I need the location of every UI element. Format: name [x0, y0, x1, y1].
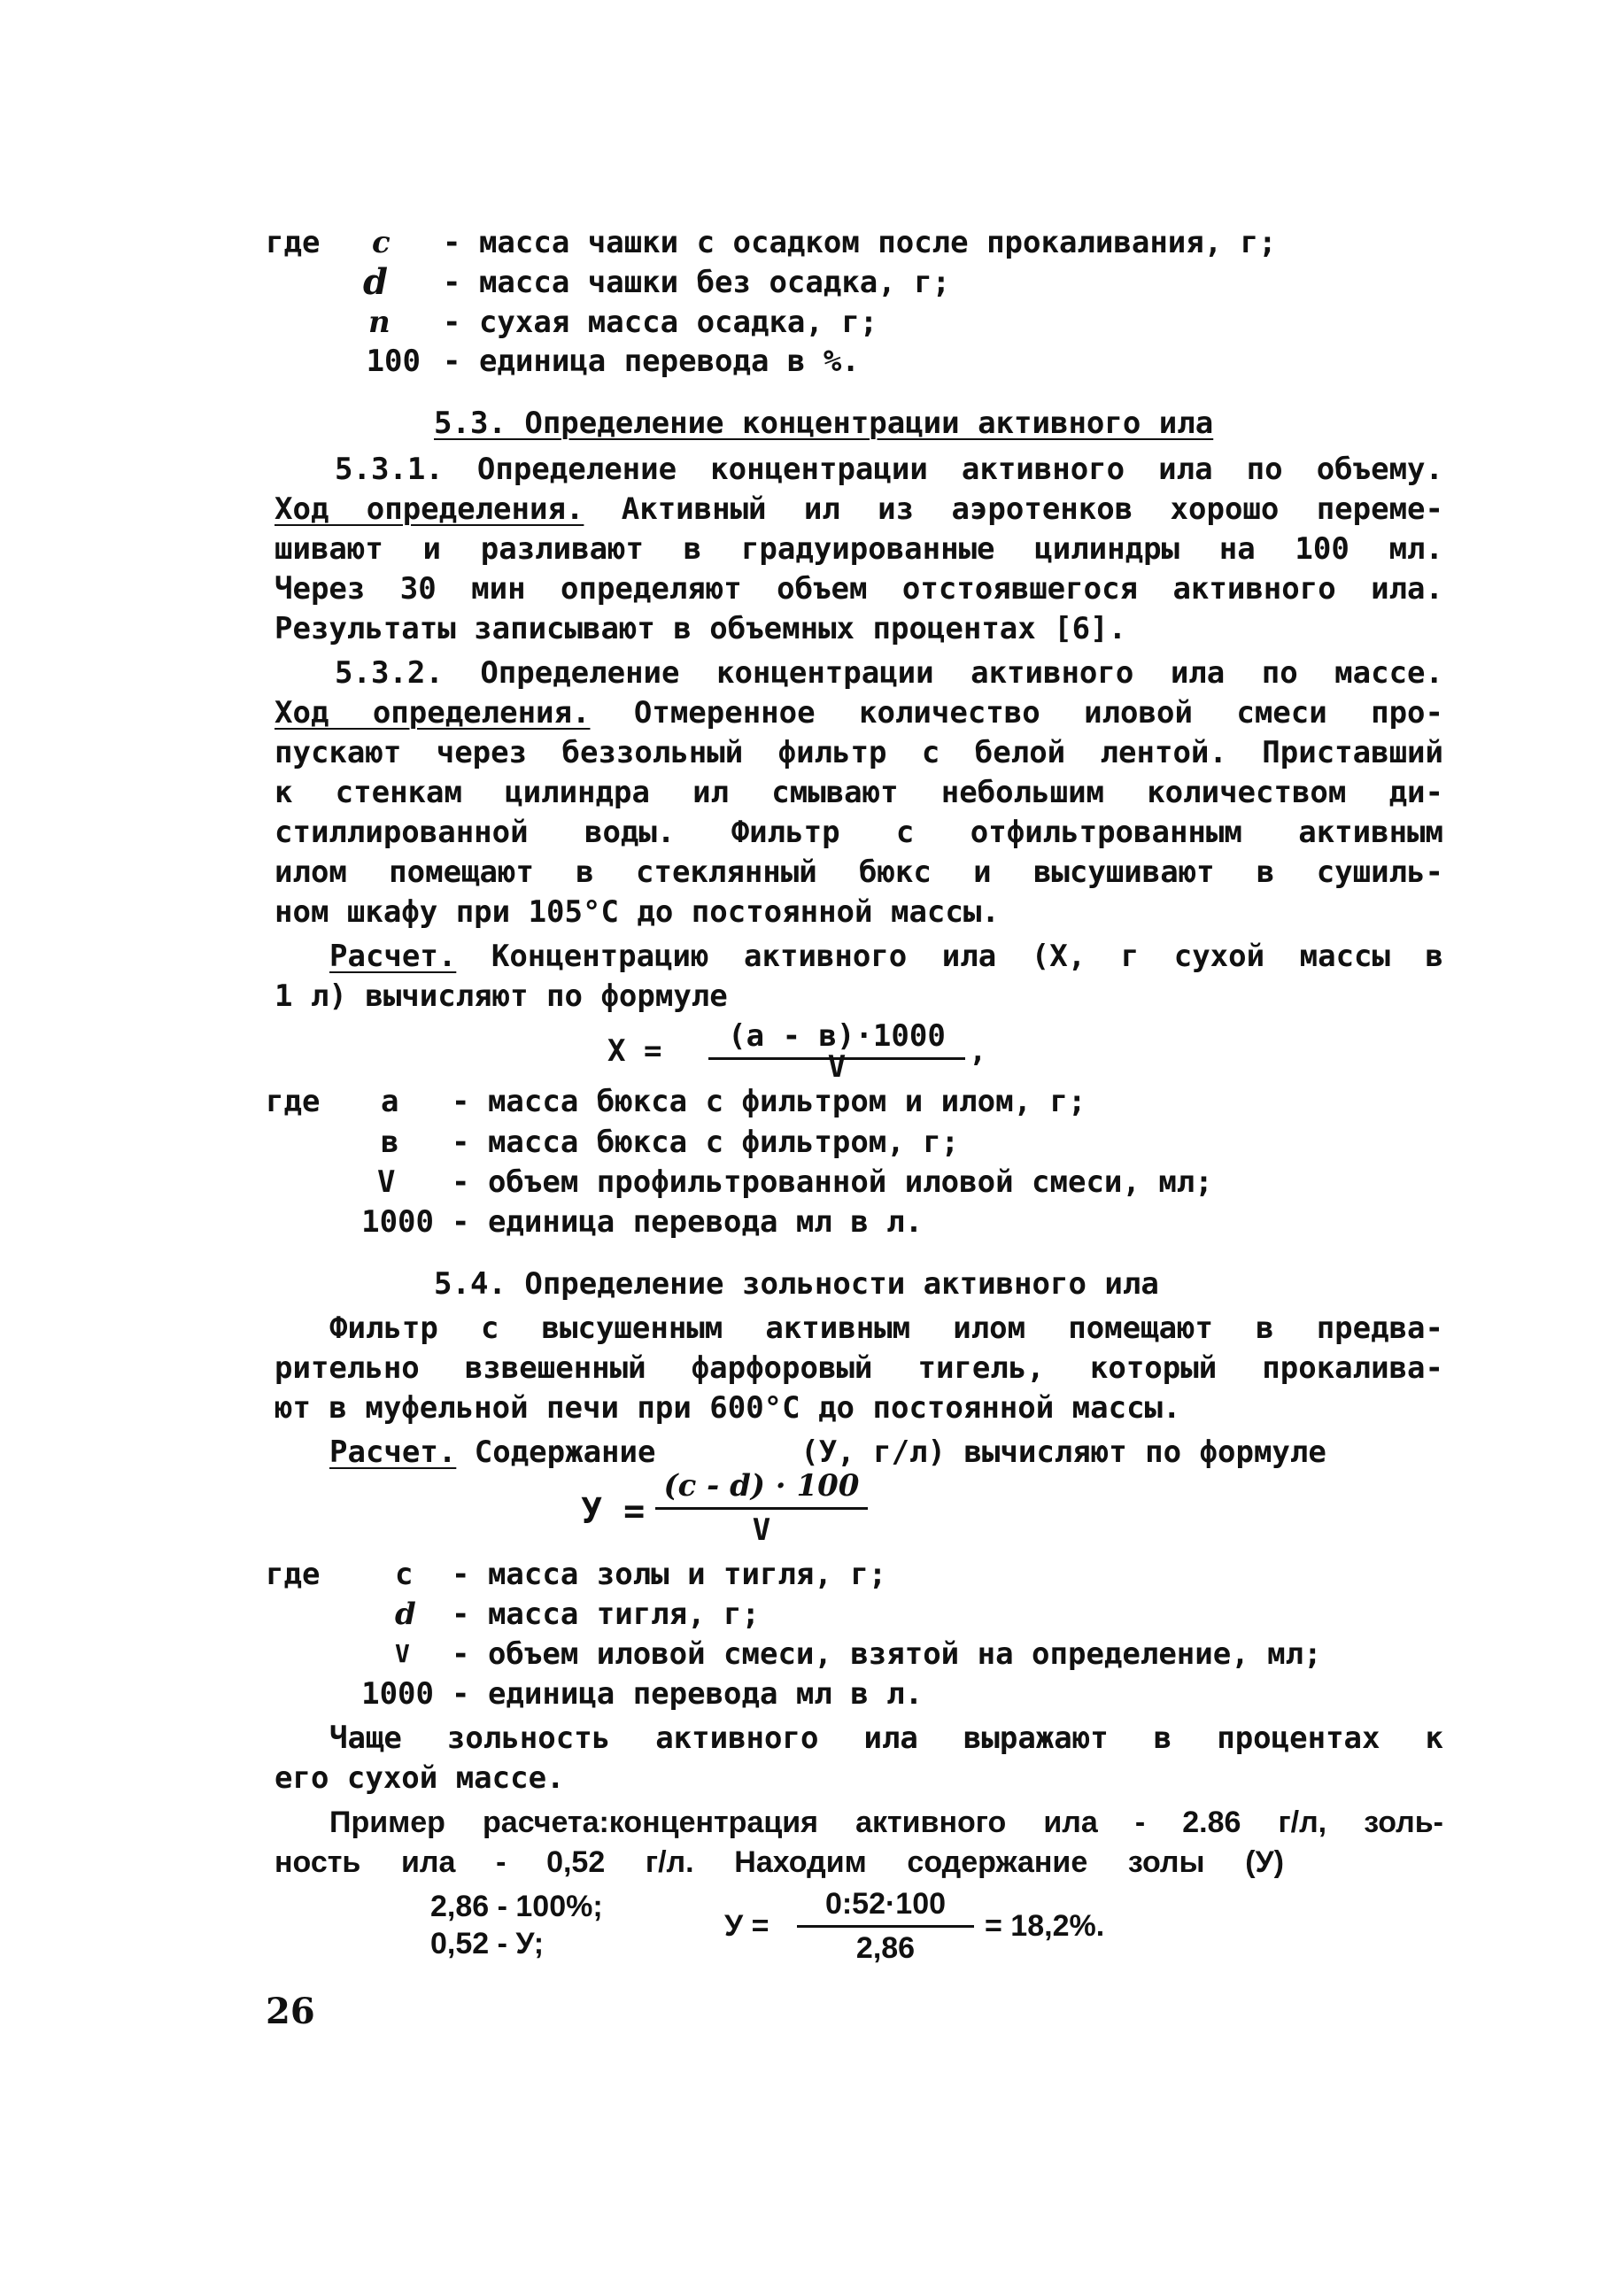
- formula-y-numerator: (с - d) · 100: [663, 1468, 860, 1504]
- calc-line: Расчет. Концентрацию активного ила (X, г сухой массы в: [329, 939, 1443, 974]
- paragraph-line: шивают и разливают в градуированные цилиндры на 100 мл.: [275, 531, 1443, 567]
- paragraph-line: Чаще зольность активного ила выражают в процентах к: [329, 1721, 1443, 1756]
- def-symbol: d: [363, 261, 388, 303]
- def-text: - масса чашки без осадка, г;: [443, 265, 951, 300]
- def-symbol: 1000: [361, 1204, 434, 1240]
- def-where-label: где: [266, 1557, 321, 1592]
- def-text: - единица перевода в %.: [443, 344, 860, 379]
- def-symbol: а: [381, 1084, 399, 1119]
- def-text: - масса тигля, г;: [452, 1597, 760, 1632]
- paragraph-line: его сухой массе.: [275, 1760, 565, 1796]
- paragraph-line: илом помещают в стеклянный бюкс и высушивают в сушиль-: [275, 855, 1443, 890]
- calc-line: 1 л) вычисляют по формуле: [275, 978, 728, 1014]
- def-text: - масса золы и тигля, г;: [452, 1557, 887, 1592]
- def-text: - сухая масса осадка, г;: [443, 305, 878, 340]
- page-number: 26: [266, 1991, 315, 2032]
- paragraph-line: Ход определения. Отмеренное количество иловой смеси про-: [275, 695, 1443, 731]
- formula-y-denominator: V: [752, 1512, 771, 1548]
- def-where-label: где: [266, 1084, 321, 1119]
- paragraph-line: ют в муфельной печи при 600°С до постоянной массы.: [275, 1390, 1181, 1426]
- def-text: - масса чашки с осадком после прокаливания, г;: [443, 225, 1277, 260]
- example-formula-result: = 18,2%.: [985, 1909, 1105, 1943]
- def-symbol: n: [368, 305, 391, 340]
- def-text: - объем иловой смеси, взятой на определение, мл;: [452, 1636, 1322, 1672]
- def-symbol: d: [395, 1597, 416, 1632]
- paragraph-line: стиллированной воды. Фильтр с отфильтрованным активным: [275, 815, 1443, 850]
- paragraph-line: Результаты записывают в объемных процентах [6].: [275, 611, 1127, 646]
- formula-x-denominator: V: [827, 1049, 847, 1085]
- calc-line: Расчет. Содержание (У, г/л) вычисляют по формуле: [329, 1434, 1326, 1470]
- def-symbol: c: [372, 225, 391, 260]
- def-text: - единица перевода мл в л.: [452, 1676, 924, 1712]
- def-text: - масса бюкса с фильтром, г;: [452, 1125, 960, 1160]
- example-formula-denominator: 2,86: [855, 1931, 916, 1965]
- formula-y-lhs: У =: [581, 1491, 646, 1532]
- formula-x-numerator: (а - в)·1000: [728, 1018, 946, 1054]
- paragraph-line: ном шкафу при 105°С до постоянной массы.: [275, 894, 1000, 930]
- paragraph-line: пускают через беззольный фильтр с белой лентой. Приставший: [275, 735, 1443, 770]
- example-formula-numerator: 0:52·100: [824, 1887, 947, 1921]
- proportion-line: 2,86 - 100%;: [430, 1890, 603, 1923]
- def-symbol: V: [395, 1639, 410, 1668]
- proportion-line: 0,52 - У;: [430, 1927, 545, 1960]
- example-formula-fraction-bar: [797, 1925, 974, 1928]
- example-line: Пример расчета:концентрация активного ила - 2.86 г/л, золь-: [329, 1806, 1443, 1839]
- paragraph-line: Ход определения. Активный ил из аэротенков хорошо переме-: [275, 491, 1443, 527]
- def-symbol: 100: [366, 344, 421, 379]
- def-symbol: в: [381, 1125, 399, 1160]
- formula-x-comma: ,: [969, 1033, 987, 1069]
- def-text: - объем профильтрованной иловой смеси, мл;: [452, 1164, 1213, 1200]
- paragraph-line: Через 30 мин определяют объем отстоявшегося активного ила.: [275, 571, 1443, 607]
- def-symbol: 1000: [361, 1676, 434, 1712]
- paragraph-line: рительно взвешенный фарфоровый тигель, который прокалива-: [275, 1350, 1443, 1386]
- def-text: - масса бюкса с фильтром и илом, г;: [452, 1084, 1087, 1119]
- paragraph-5-3-1-title: 5.3.1. Определение концентрации активного ила по объему.: [335, 452, 1443, 487]
- paragraph-line: Фильтр с высушенным активным илом помещают в предва-: [329, 1311, 1443, 1346]
- paragraph-5-3-2-title: 5.3.2. Определение концентрации активного ила по массе.: [335, 655, 1443, 691]
- example-line: ность ила - 0,52 г/л. Находим содержание золы (У): [275, 1845, 1284, 1879]
- formula-x-lhs: X =: [607, 1033, 662, 1069]
- section-heading-5-4: 5.4. Определение зольности активного ила: [434, 1266, 1159, 1302]
- def-where-label: где: [266, 225, 321, 260]
- def-symbol: с: [395, 1557, 414, 1592]
- formula-y-fraction-bar: [655, 1507, 868, 1510]
- example-formula-lhs: У =: [724, 1909, 769, 1943]
- section-heading-5-3: 5.3. Определение концентрации активного ила: [434, 406, 1214, 441]
- paragraph-line: к стенкам цилиндра ил смывают небольшим количеством ди-: [275, 775, 1443, 810]
- def-symbol: V: [377, 1164, 396, 1200]
- def-text: - единица перевода мл в л.: [452, 1204, 924, 1240]
